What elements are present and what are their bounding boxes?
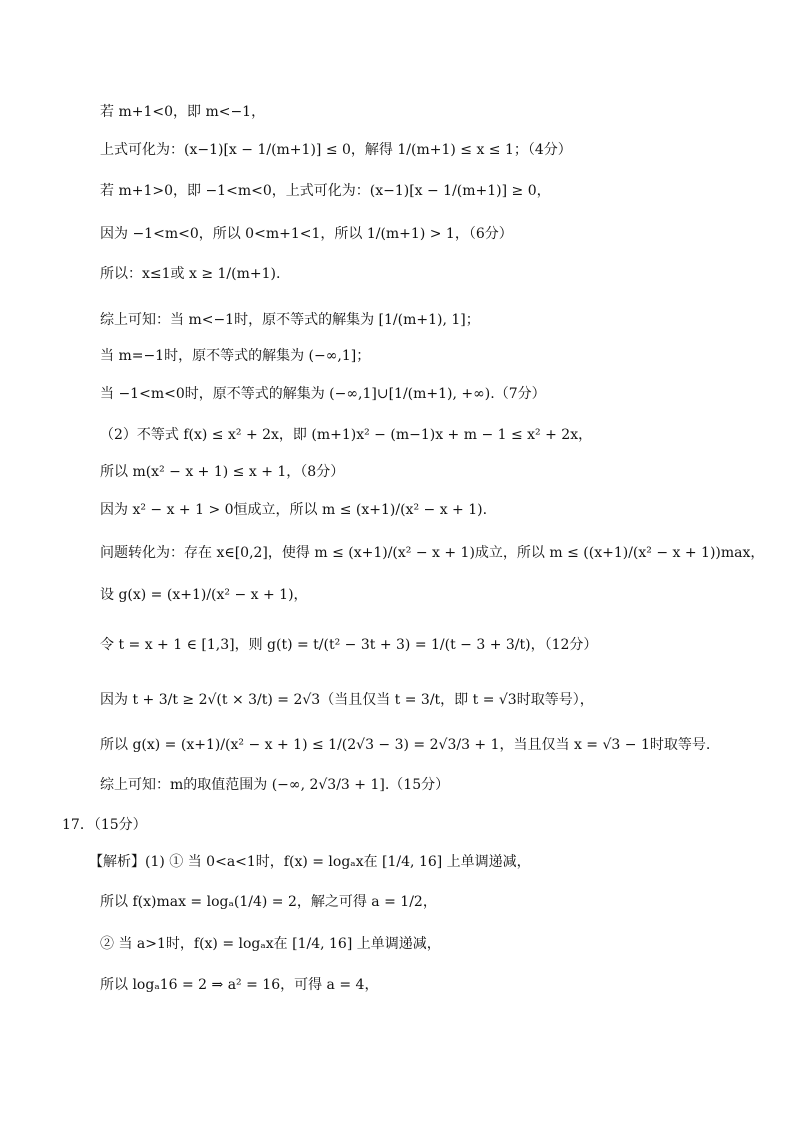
- line-7: 当 m=−1时，原不等式的解集为 (−∞,1]；: [100, 348, 371, 364]
- line-16: 所以 g(x) = (x+1)/(x² − x + 1) ≤ 1/(2√3 − 3) = 2√3/3 + 1，当且仅当 x = √3 − 1时取等号.: [100, 737, 711, 753]
- line-3: 若 m+1>0，即 −1<m<0，上式可化为：(x−1)[x − 1/(m+1)] ≥ 0，: [100, 183, 551, 199]
- line-19: 【解析】(1) ① 当 0<a<1时，f(x) = logₐx在 [1/4, 16] 上单调递减，: [89, 854, 531, 870]
- line-12: 问题转化为：存在 x∈[0,2]，使得 m ≤ (x+1)/(x² − x + 1)成立，所以 m ≤ ((x+1)/(x² − x + 1))max，: [100, 545, 765, 561]
- line-20: 所以 f(x)max = logₐ(1/4) = 2，解之可得 a = 1/2，: [100, 894, 437, 910]
- line-5: 所以：x≤1或 x ≥ 1/(m+1).: [100, 266, 281, 282]
- line-1: 若 m+1<0，即 m<−1，: [100, 104, 266, 120]
- line-4: 因为 −1<m<0，所以 0<m+1<1，所以 1/(m+1) > 1，（6分）: [100, 226, 513, 242]
- line-21: ② 当 a>1时，f(x) = logₐx在 [1/4, 16] 上单调递减，: [100, 936, 441, 952]
- line-2: 上式可化为：(x−1)[x − 1/(m+1)] ≤ 0，解得 1/(m+1) ≤ x ≤ 1；（4分）: [100, 142, 572, 158]
- line-15: 因为 t + 3/t ≥ 2√(t × 3/t) = 2√3（当且仅当 t = 3/t，即 t = √3时取等号），: [100, 692, 594, 708]
- line-18: 17．（15分）: [62, 817, 147, 833]
- line-13: 设 g(x) = (x+1)/(x² − x + 1)，: [100, 587, 308, 603]
- line-22: 所以 logₐ16 = 2 ⇒ a² = 16，可得 a = 4，: [100, 977, 379, 993]
- line-10: 所以 m(x² − x + 1) ≤ x + 1，（8分）: [100, 464, 345, 480]
- line-8: 当 −1<m<0时，原不等式的解集为 (−∞,1]∪[1/(m+1), +∞).（7分）: [100, 386, 546, 402]
- line-11: 因为 x² − x + 1 > 0恒成立，所以 m ≤ (x+1)/(x² − x + 1).: [100, 502, 488, 518]
- line-17: 综上可知：m的取值范围为 (−∞, 2√3/3 + 1].（15分）: [100, 777, 450, 793]
- line-6: 综上可知：当 m<−1时，原不等式的解集为 [1/(m+1), 1]；: [100, 312, 480, 328]
- line-14: 令 t = x + 1 ∈ [1,3]，则 g(t) = t/(t² − 3t + 3) = 1/(t − 3 + 3/t)，（12分）: [100, 637, 598, 653]
- line-9: （2）不等式 f(x) ≤ x² + 2x，即 (m+1)x² − (m−1)x + m − 1 ≤ x² + 2x，: [100, 427, 593, 443]
